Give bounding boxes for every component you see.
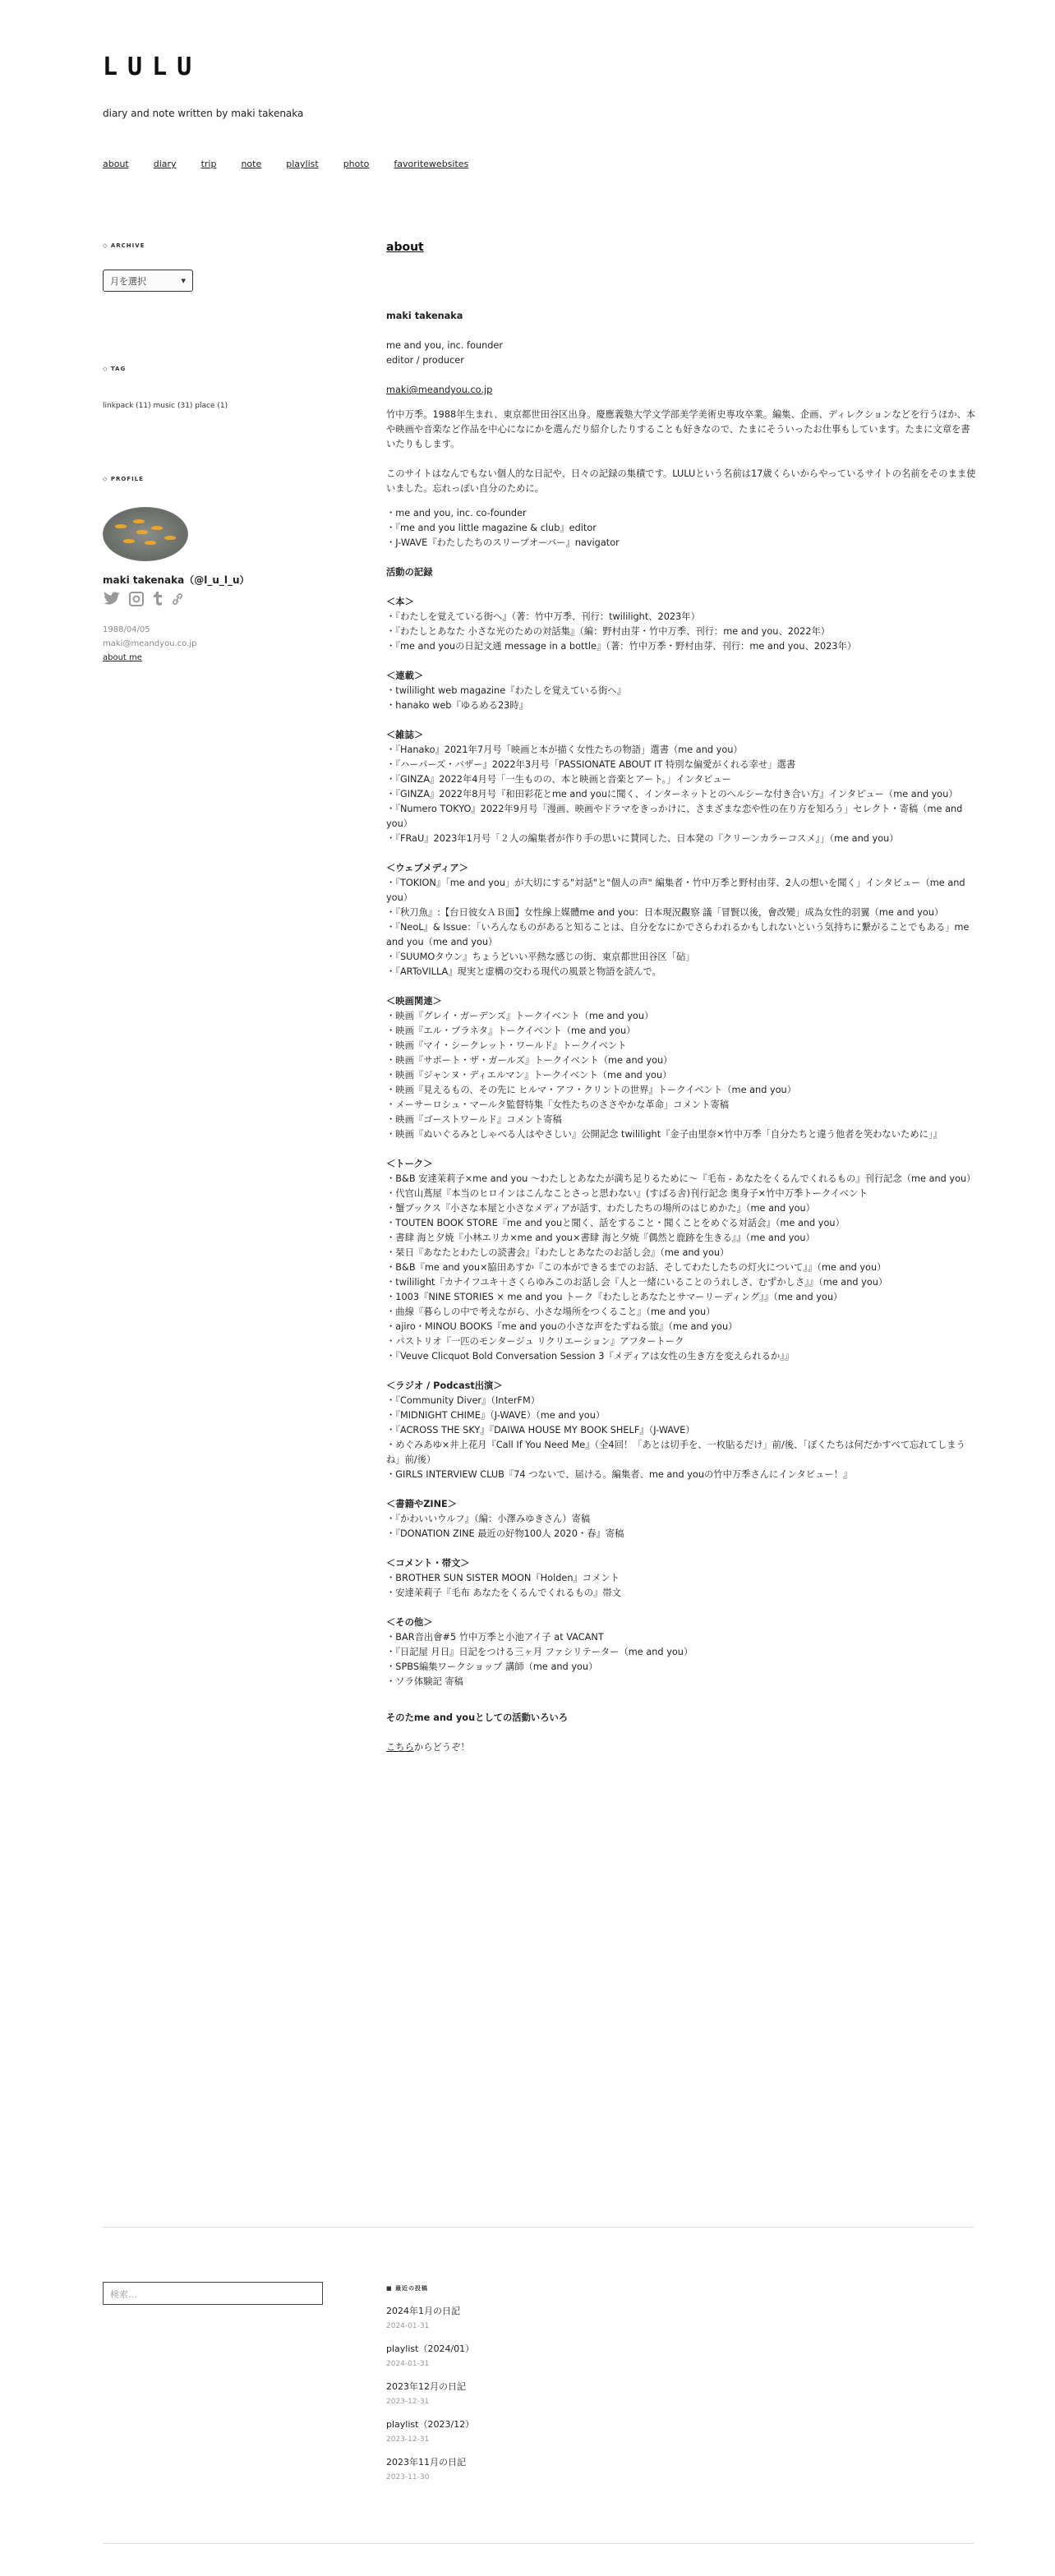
activity-item[interactable]: ・映画『エル・プラネタ』トークイベント（me and you） bbox=[386, 1025, 636, 1036]
recent-post-date: 2023-11-30 bbox=[386, 2473, 430, 2482]
archive-select[interactable] bbox=[103, 270, 193, 292]
activity-item[interactable]: ・映画『ぬいぐるみとしゃべる人はやさしい』公開記念 twililight『金子由里奈×竹中万季「自分たちと違う他者を笑わないために」』 bbox=[386, 1129, 942, 1140]
activity-item[interactable]: ・パストリオ『一匹のモンタージュ リクリエーション』アフタートーク bbox=[386, 1336, 684, 1347]
recent-post-title[interactable]: playlist（2023/12） bbox=[386, 2419, 475, 2430]
activity-item[interactable]: ・『FRaU』2023年1月号「２人の編集者が作り手の思いに賛同した、日本発の『クリーンカラーコスメ』」（me and you） bbox=[386, 833, 899, 844]
section-heading: ＜書籍やZINE＞ bbox=[386, 1499, 458, 1509]
role-item[interactable]: ・J-WAVE『わたしたちのスリープオーバー』navigator bbox=[386, 537, 620, 548]
role-item[interactable]: ・『me and you little magazine & club』editor bbox=[386, 523, 597, 533]
role-founder: me and you, inc. founder bbox=[386, 340, 503, 351]
activity-item[interactable]: ・映画『マイ・シークレット・ワールド』トークイベント bbox=[386, 1040, 627, 1051]
site-description: diary and note written by maki takenaka bbox=[103, 108, 304, 119]
nav-note[interactable]: note bbox=[241, 159, 262, 169]
tag-title: ◇ TAG bbox=[103, 366, 127, 372]
recent-posts bbox=[386, 2284, 715, 2482]
activity-item[interactable]: ・安達茉莉子『毛布 あなたをくるんでくれるもの』帯文 bbox=[386, 1588, 622, 1598]
nav-trip[interactable]: trip bbox=[200, 159, 217, 169]
tumblr-icon[interactable] bbox=[152, 592, 164, 606]
activity-item[interactable]: ・『ハーパーズ・バザー』2022年3月号「PASSIONATE ABOUT IT 特別な偏愛がくれる幸せ」選書 bbox=[386, 759, 796, 770]
about-me-link[interactable]: about me bbox=[103, 653, 142, 662]
activity-item[interactable]: ・SPBS編集ワークショップ 講師（me and you） bbox=[386, 1661, 598, 1672]
section-heading: ＜ウェブメディア＞ bbox=[386, 863, 468, 873]
activity-item[interactable]: ・めぐみあゆ×井上花月『Call If You Need Me』（全4回！「あとは切手を、一枚貼るだけ」前/後、「ぼくたちは何だかすべて忘れてしまうね」前/後） bbox=[386, 1440, 965, 1465]
activity-item[interactable]: ・書肆 海と夕焼『小林エリカ×me and you×書肆 海と夕焼『偶然と鹿跡を生きる』』（me and you） bbox=[386, 1233, 815, 1243]
recent-post-title[interactable]: 2023年11月の日記 bbox=[386, 2457, 466, 2468]
nav-about[interactable]: about bbox=[103, 159, 129, 169]
archive-select-value: 月を選択 bbox=[110, 275, 146, 287]
global-nav bbox=[103, 159, 468, 169]
recent-post-title[interactable]: 2023年12月の日記 bbox=[386, 2381, 466, 2392]
activity-item[interactable]: ・『TOKION』「me and you」が大切にする"対話"と"個人の声" 編集者・竹中万季と野村由芽、2人の想いを聞く」インタビュー（me and you） bbox=[386, 878, 965, 903]
activity-title: 活動の記録 bbox=[386, 567, 433, 578]
activity-item[interactable]: ・蟹ブックス『小さな本屋と小さなメディアが話す、わたしたちの場所のはじめかた』（me and you） bbox=[386, 1203, 815, 1214]
activity-item[interactable]: ・メーサーロシュ・マールタ監督特集「女性たちのささやかな革命」コメント寄稿 bbox=[386, 1099, 730, 1110]
recent-post bbox=[386, 2417, 715, 2444]
activity-item[interactable]: ・映画『グレイ・ガーデンズ』トークイベント（me and you） bbox=[386, 1011, 654, 1021]
activity-item[interactable]: ・ソラ体験記 寄稿 bbox=[386, 1676, 463, 1687]
role-list bbox=[386, 506, 978, 551]
activity-item[interactable]: ・『MIDNIGHT CHIME』（J-WAVE）（me and you） bbox=[386, 1410, 606, 1421]
activity-item[interactable]: ・twililight web magazine『わたしを覚えている街へ』 bbox=[386, 685, 627, 696]
footer-divider-bottom bbox=[103, 2543, 974, 2544]
activity-item[interactable]: ・twililight『カナイフユキ＋さくらゆみこのお話し会『人と一緒にいることのうれしさ、むずかしさ』』（me and you） bbox=[386, 1277, 888, 1288]
profile-title: ◇ PROFILE bbox=[103, 476, 144, 482]
activity-item[interactable]: ・映画『ゴーストワールド』コメント寄稿 bbox=[386, 1114, 562, 1125]
activity-item[interactable]: ・栞日『あなたとわたしの読書会』『わたしとあなたのお話し会』（me and you） bbox=[386, 1247, 730, 1258]
recent-post-date: 2023-12-31 bbox=[386, 2435, 430, 2444]
activity-item[interactable]: ・GIRLS INTERVIEW CLUB『74 つないで、届ける。編集者、me and youの竹中万季さんにインタビュー！』 bbox=[386, 1469, 853, 1480]
page-title[interactable]: about bbox=[386, 241, 424, 254]
section-heading: ＜コメント・帯文＞ bbox=[386, 1558, 470, 1569]
instagram-icon[interactable] bbox=[129, 592, 144, 606]
tag-list[interactable]: linkpack (11) music (31) place (1) bbox=[103, 402, 228, 410]
section-heading: ＜トーク＞ bbox=[386, 1159, 433, 1169]
chevron-down-icon: ▾ bbox=[181, 275, 186, 286]
activity-item[interactable]: ・『GINZA』2022年4月号「一生ものの、本と映画と音楽とアート。」インタビュー bbox=[386, 774, 731, 785]
link-icon[interactable] bbox=[172, 592, 183, 606]
other-activities-title: そのたme and youとしての活動いろいろ bbox=[386, 1712, 569, 1723]
nav-photo[interactable]: photo bbox=[343, 159, 370, 169]
twitter-icon[interactable] bbox=[103, 592, 121, 606]
activity-item[interactable]: ・映画『見えるもの、その先に ヒルマ・アフ・クリントの世界』トークイベント（me and you） bbox=[386, 1085, 797, 1095]
section-heading: ＜映画関連＞ bbox=[386, 996, 442, 1007]
activity-item[interactable]: ・曲線『暮らしの中で考えながら、小さな場所をつくること』（me and you） bbox=[386, 1306, 716, 1317]
activity-item[interactable]: ・『Veuve Clicquot Bold Conversation Session 3『メディアは女性の生き方を変えられるか』』 bbox=[386, 1351, 795, 1362]
activity-item[interactable]: ・映画『ジャンヌ・ディエルマン』トークイベント（me and you） bbox=[386, 1070, 672, 1081]
other-activities-suffix: からどうぞ！ bbox=[413, 1742, 470, 1753]
activity-item[interactable]: ・『SUUMOタウン』ちょうどいい平熱な感じの街、東京都世田谷区「砧」 bbox=[386, 952, 695, 962]
recent-post-date: 2023-12-31 bbox=[386, 2398, 430, 2406]
activity-item[interactable]: ・B&B『me and you×脇田あすか『この本ができるまでのお話、そしてわたしたちの灯火について』』（me and you） bbox=[386, 1262, 887, 1273]
other-activities-line bbox=[386, 1740, 978, 1755]
recent-posts-title: ■ 最近の投稿 bbox=[386, 2285, 429, 2292]
recent-posts-list bbox=[386, 2304, 715, 2482]
activity-item[interactable]: ・『Hanako』2021年7月号「映画と本が描く女性たちの物語」選書（me and you） bbox=[386, 744, 743, 755]
recent-post-date: 2024-01-31 bbox=[386, 2360, 430, 2368]
activity-item[interactable]: ・『ACROSS THE SKY』『DAIWA HOUSE MY BOOK SHELF』（J-WAVE） bbox=[386, 1425, 695, 1435]
author-name: maki takenaka bbox=[386, 311, 463, 321]
section-heading: ＜雑誌＞ bbox=[386, 730, 424, 740]
recent-post bbox=[386, 2455, 715, 2482]
nav-favoritewebsites[interactable]: favoritewebsites bbox=[394, 159, 469, 169]
profile-name: maki takenaka（@l_u_l_u） bbox=[103, 574, 250, 586]
footer-divider bbox=[103, 2227, 974, 2228]
site-paragraph: このサイトはなんでもない個人的な日記や、日々の記録の集積です。LULUという名前は17歳くらいからやっているサイトの名前をそのまま使いました。忘れっぽい自分のために。 bbox=[386, 468, 976, 494]
site-title[interactable]: LULU bbox=[103, 53, 202, 81]
activity-item[interactable]: ・『秋刀魚』:【台日彼女ＡＢ面】女性線上媒體me and you：日本現況觀察 議「冒賢以後，會改變」成為女性的羽翼（me and you） bbox=[386, 907, 944, 918]
activity-item[interactable]: ・B&B 安達茉莉子×me and you ～わたしとあなたが満ち足りるために～『毛布 - あなたをくるんでくれるもの』刊行記念（me and you） bbox=[386, 1173, 976, 1184]
nav-playlist[interactable]: playlist bbox=[286, 159, 319, 169]
activity-item[interactable]: ・『日記屋 月日』日記をつける三ヶ月 ファシリテーター（me and you） bbox=[386, 1647, 693, 1657]
activity-item[interactable]: ・『DONATION ZINE 最近の好物100人 2020・春』寄稿 bbox=[386, 1528, 624, 1539]
recent-post-title[interactable]: playlist（2024/01） bbox=[386, 2343, 475, 2354]
activity-item[interactable]: ・ajiro・MINOU BOOKS『me and youの小さな声をたずねる旅』（me and you） bbox=[386, 1321, 738, 1332]
activity-item[interactable]: ・『Community Diver』（InterFM） bbox=[386, 1395, 541, 1406]
activity-item[interactable]: ・BROTHER SUN SISTER MOON『Holden』コメント bbox=[386, 1573, 620, 1583]
author-email[interactable]: maki@meandyou.co.jp bbox=[386, 385, 493, 395]
other-activities-link[interactable]: こちら bbox=[386, 1742, 414, 1753]
activity-item[interactable]: ・『NeoL』& Issue：「いろんなものがあると知ることは、自分をなにかでさらわれるかもしれないという気持ちに繋がることでもある」me and you（me and you） bbox=[386, 922, 970, 947]
section-heading: ＜その他＞ bbox=[386, 1617, 433, 1628]
intro-paragraph: 竹中万季。1988年生まれ、東京都世田谷区出身。慶應義塾大学文学部美学美術史専攻卒業。編集、企画、ディレクションなどを行うほか、本や映画や音楽など作品を中心になにかを選んだり紹介したりすることも好きなので、たまにそういったお仕事もしています。たまに文章を書いたりもします。 bbox=[386, 409, 976, 449]
activity-item[interactable]: ・『Numero TOKYO』2022年9月号「漫画、映画やドラマをきっかけに、さまざまな恋や性の在り方を知ろう」セレクト・寄稿（me and you） bbox=[386, 804, 963, 829]
activity-sections bbox=[386, 580, 978, 1689]
profile-meta bbox=[103, 623, 316, 665]
sidebar bbox=[103, 242, 316, 665]
search-input[interactable]: 検索… bbox=[103, 2282, 323, 2305]
activity-item[interactable]: ・代官山蔦屋『本当のヒロインはこんなことさっと思わない』(すばる舎)刊行記念 奥身子×竹中万季トークイベント bbox=[386, 1188, 868, 1199]
activity-item[interactable]: ・TOUTEN BOOK STORE『me and youと聞く、話をすること・聞くことをめぐる対話会』（me and you） bbox=[386, 1218, 845, 1228]
recent-post bbox=[386, 2304, 715, 2330]
profile-email[interactable]: maki@meandyou.co.jp bbox=[103, 639, 197, 648]
activity-item[interactable]: ・hanako web『ゆるめる23時』 bbox=[386, 700, 528, 711]
avatar bbox=[103, 507, 188, 561]
recent-post-date: 2024-01-31 bbox=[386, 2322, 430, 2330]
activity-item[interactable]: ・映画『サポート・ザ・ガールズ』トークイベント（me and you） bbox=[386, 1055, 673, 1066]
profile-birth: 1988/04/05 bbox=[103, 625, 150, 634]
recent-post bbox=[386, 2380, 715, 2406]
social-links bbox=[103, 592, 316, 606]
main-content bbox=[386, 240, 978, 1755]
section-heading: ＜連載＞ bbox=[386, 670, 424, 681]
activity-item[interactable]: ・『わたしを覚えている街へ』（著：竹中万季、刊行：twililight、2023年） bbox=[386, 611, 700, 622]
role-editor: editor / producer bbox=[386, 355, 464, 366]
activity-item[interactable]: ・1003『NINE STORIES × me and you トーク『わたしとあなたとサマーリーディング』』（me and you） bbox=[386, 1292, 843, 1302]
recent-post-title[interactable]: 2024年1月の日記 bbox=[386, 2306, 460, 2316]
activity-item[interactable]: ・『me and youの日記文通 message in a bottle』（著：竹中万季・野村由芽、刊行：me and you、2023年） bbox=[386, 641, 857, 652]
activity-item[interactable]: ・BAR音出會#5 竹中万季と小池アイ子 at VACANT bbox=[386, 1632, 604, 1643]
activity-item[interactable]: ・『ARToVILLA』現実と虚構の交わる現代の風景と物語を読んで。 bbox=[386, 966, 661, 977]
activity-item[interactable]: ・『かわいいウルフ』（編：小澤みゆきさん）寄稿 bbox=[386, 1514, 591, 1524]
recent-post bbox=[386, 2342, 715, 2368]
nav-diary[interactable]: diary bbox=[153, 159, 177, 169]
section-heading: ＜本＞ bbox=[386, 597, 414, 607]
role-item[interactable]: ・me and you, inc. co-founder bbox=[386, 508, 527, 518]
section-heading: ＜ラジオ / Podcast出演＞ bbox=[386, 1380, 503, 1391]
activity-item[interactable]: ・『わたしとあなた 小さな光のための対話集』（編：野村由芽・竹中万季、刊行：me and you、2022年） bbox=[386, 626, 831, 637]
activity-item[interactable]: ・『GINZA』2022年8月号『和田彩花とme and youに聞く、インターネットとのヘルシーな付き合い方』インタビュー（me and you） bbox=[386, 789, 958, 800]
archive-title: ◇ ARCHIVE bbox=[103, 242, 145, 249]
